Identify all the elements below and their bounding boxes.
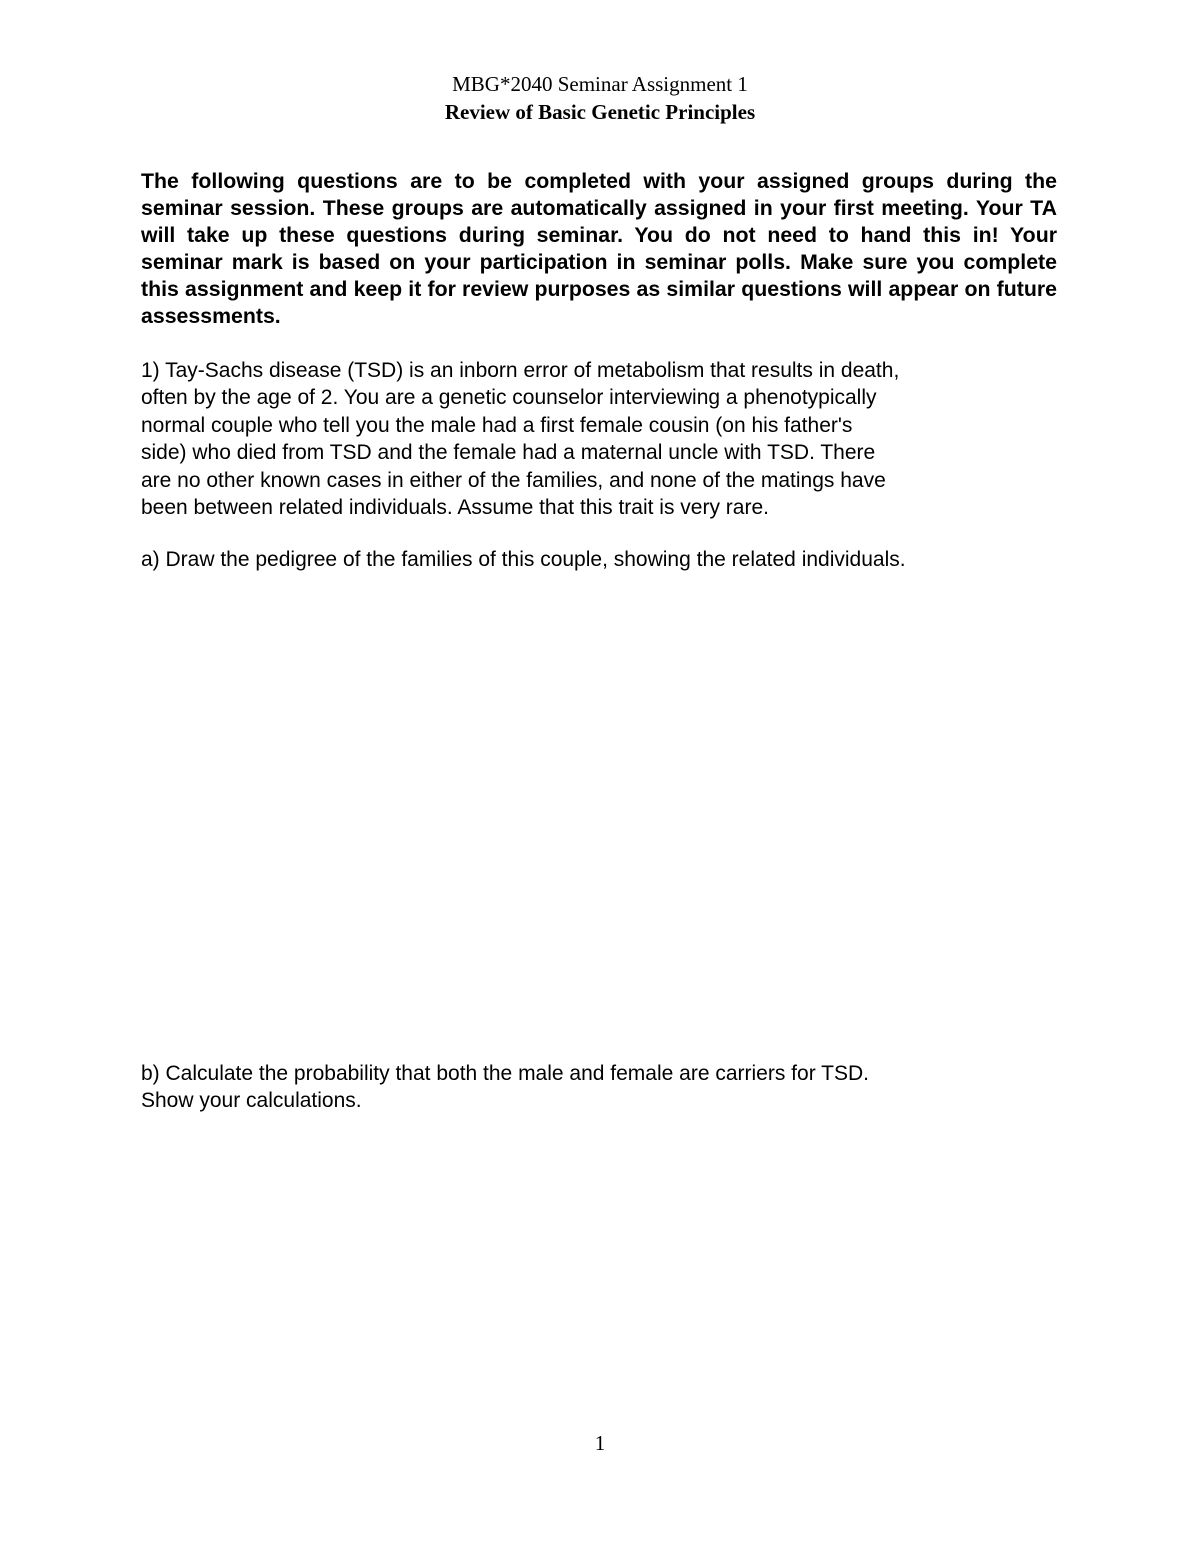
question-1-line: 1) Tay-Sachs disease (TSD) is an inborn error of metabolism that results in death, (141, 359, 900, 382)
question-part-a (141, 546, 906, 573)
question-part-b (141, 1060, 869, 1115)
question-1-line: are no other known cases in either of the families, and none of the matings have (141, 468, 886, 492)
course-title: MBG*2040 Seminar Assignment 1 (452, 72, 748, 96)
question-1-line: been between related individuals. Assume that this trait is very rare. (141, 496, 769, 520)
document-subtitle: Review of Basic Genetic Principles (444, 100, 756, 124)
part-a-text: a) Draw the pedigree of the families of this couple, showing the related individuals. (141, 548, 906, 571)
question-1-line: normal couple who tell you the male had a first female cousin (on his father's (141, 413, 853, 437)
part-b-line: b) Calculate the probability that both the male and female are carriers for TSD. (141, 1062, 869, 1085)
question-1-line: often by the age of 2. You are a genetic counselor interviewing a phenotypically (141, 386, 877, 410)
instructions-paragraph: The following questions are to be completed with your assigned groups during the seminar session. These groups are automatically assigned in your first meeting. Your TA will take up these questions during seminar. You do not need to hand this in! Your seminar mark is based on your participation in seminar polls. Make sure you complete this assignment and keep it for review purposes as similar questions will appear on future assessments. (141, 169, 1057, 328)
question-1 (141, 357, 899, 521)
page-number: 1 (594, 1431, 606, 1455)
part-b-line: Show your calculations. (141, 1089, 362, 1113)
question-1-line: side) who died from TSD and the female had a maternal uncle with TSD. There (141, 441, 876, 465)
